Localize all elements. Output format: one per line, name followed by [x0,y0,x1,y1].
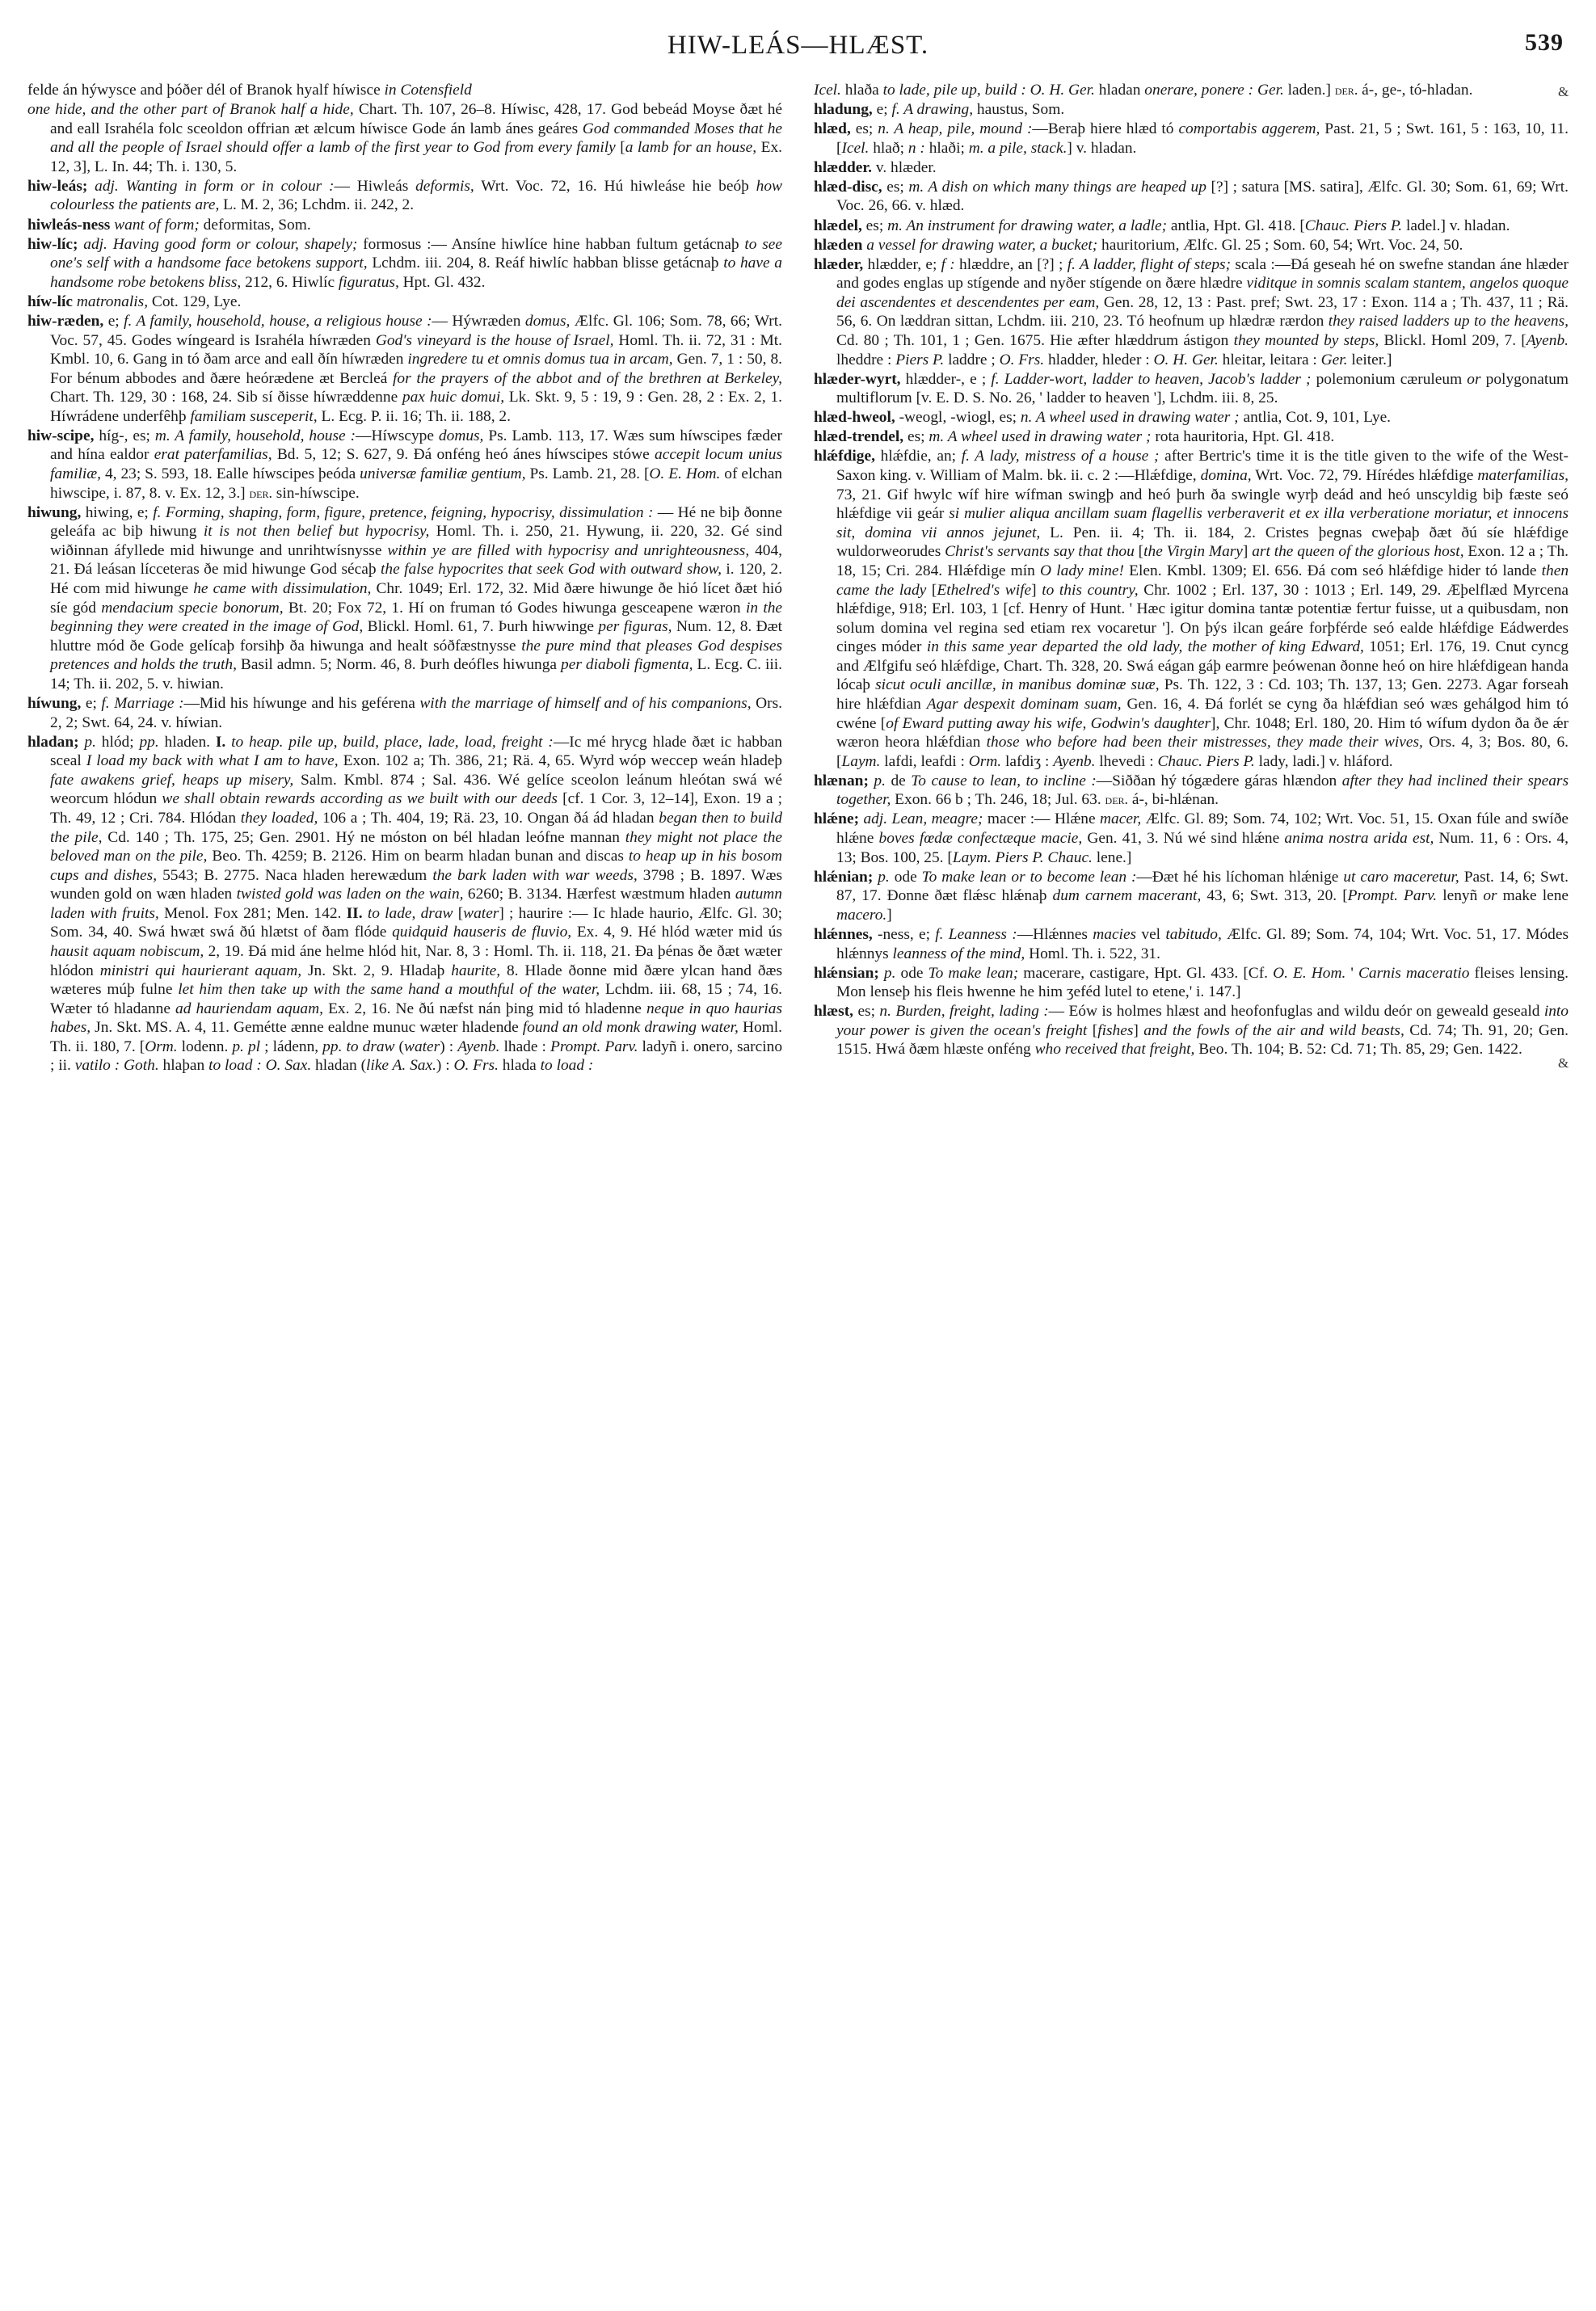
dictionary-entry: hlæder-wyrt, hlædder-, e ; f. Ladder-wort, ladder to heaven, Jacob's ladder ; polemonium cæruleum or polygonatum multiflorum [v. E. D. S. No. 26, ' ladder to heaven '], Lchdm. iii. 8, 25. [814,370,1569,407]
dictionary-entry: hlæst, es; n. Burden, freight, lading :— Eów is holmes hlæst and heofonfuglas and wildu deór on geweald geseald into your power is given the ocean's freight [fishes] and the fowls of the air and wild beasts, Cd. 74; Th. 91, 20; Gen. 1515. Hwá ðæm hlæste onféng who received that freight, Beo. Th. 104; B. 52: Cd. 71; Th. 85, 29; Gen. 1422. [814,1003,1569,1059]
dictionary-entry: hlædder. v. hlæder. [814,158,937,176]
column-marker-bottom: & [1558,1054,1569,1071]
dictionary-entry: hladung, e; f. A drawing, haustus, Som. [814,101,1065,119]
dictionary-entry: hlæden a vessel for drawing water, a bucket; hauritorium, Ælfc. Gl. 25 ; Som. 60, 54; Wrt. Voc. 24, 50. [814,236,1463,254]
right-column [796,81,1569,1059]
dictionary-entry: hlæder, hlædder, e; f : hlæddre, an [?] ; f. A ladder, flight of steps; scala :—Ðá geseah hé on swefne standan áne hlæder and godes englas up stígende and nyðer stígende on ðære hlædre viditque in somnis scalam stantem, angelos quoque dei ascendentes et descendentes per eam, Gen. 28, 12, 13 : Past. pref; Swt. 23, 17 : Exon. 114 a ; Th. 437, 11 ; Rä. 56, 6. On læddran sittan, Lchdm. iii. 210, 23. Tó heofnum up hlædræ rærdon they raised ladders up to the heavens, Cd. 80 ; Th. 101, 1 ; Gen. 1675. Hie æfter hlæddrum ástigon they mounted by steps, Blickl. Homl 209, 7. [Ayenb. lheddre : Piers P. laddre ; O. Frs. hladder, hleder : O. H. Ger. hleitar, leitara : Ger. leiter.] [814,255,1569,368]
dictionary-entry: hlǽnsian; p. ode To make lean; macerare, castigare, Hpt. Gl. 433. [Cf. O. E. Hom. ' Carnis maceratio fleises lensing. Mon lenseþ his fleis hwenne he him ʒeféd lutel to etene,' i. 147.] [814,964,1569,1001]
dictionary-entry: hiw-scipe, híg-, es; m. A family, household, house :—Híwscype domus, Ps. Lamb. 113, 17. Wæs sum híwscipes fæder and hína ealdor erat paterfamilias, Bd. 5, 12; S. 627, 9. Ðá onféng heó ánes híwscipes stówe accepit locum unius familiæ, 4, 23; S. 593, 18. Ealle híwscipes þeóda universæ familiæ gentium, Ps. Lamb. 21, 28. [O. E. Hom. of elchan hiwscipe, i. 87, 8. v. Ex. 12, 3.] der. sin-híwscipe. [27,427,783,502]
dictionary-entry: hiwung, hiwing, e; f. Forming, shaping, form, figure, pretence, feigning, hypocrisy, dissimulation : — Hé ne biþ ðonne geleáfa ac biþ hiwung it is not then belief but hypocrisy, Homl. Th. i. 250, 21. Hywung, ii. 220, 32. Gé sind wiðinnan áfyllede mid hiwunge and unrihtwísnysse within ye are filled with hypocrisy and unrighteousness, 404, 21. Ðá leásan lícceteras ðe mid hiwunge God sécaþ the false hypocrites that seek God with outward show, i. 120, 2. Hé com mid hiwunge he came with dissimulation, Chr. 1049; Erl. 172, 32. Mid ðære hiwunge ðe hió lícet ðæt hió síe gód mendacium specie bonorum, Bt. 20; Fox 72, 1. Hí on fruman tó Godes hiwunga gesceapene wæron in the beginning they were created in the image of God, Blickl. Homl. 61, 7. Þurh hiwwinge per figuras, Num. 12, 8. Ðæt hluttre mód ðe Gode gelícaþ forsihþ ða hiwunga and healt sóðfæstnysse the pure mind that pleases God despises pretences and holds the truth, Basil admn. 5; Norm. 46, 8. Þurh deófles hiwunga per diaboli figmenta, L. Ecg. C. iii. 14; Th. ii. 202, 5. v. hiwian. [27,503,783,692]
dictionary-entry: híw-líc matronalis, Cot. 129, Lye. [27,293,242,310]
page-header [27,27,1569,73]
dictionary-entry: hlǽne; adj. Lean, meagre; macer :— Hlǽne macer, Ælfc. Gl. 89; Som. 74, 102; Wrt. Voc. 51, 15. Oxan fúle and swíðe hlǽne boves fœdæ confectæque macie, Gen. 41, 3. Nú wé sind hlǽne anima nostra arida est, Num. 11, 6 : Ors. 4, 13; Bos. 100, 25. [Laym. Piers P. Chauc. lene.] [814,810,1569,866]
dictionary-entry: hlæd-hweol, -weogl, -wiogl, es; n. A wheel used in drawing water ; antlia, Cot. 9, 101, Lye. [814,409,1392,427]
dictionary-entry: one hide, and the other part of Branok half a hide, Chart. Th. 107, 26–8. Híwisc, 428, 17. God bebeád Moyse ðæt hé and eall Israhéla folc sceoldon offrian æt ælcum híwisce Gode án lamb ánes geáres God commanded Moses that he and all the people of Israel should offer a lamb of the first year to God from every family [a lamb for an house, Ex. 12, 3], L. In. 44; Th. i. 130, 5. [27,101,783,175]
page-title: HIW-LEÁS—HLÆST. [667,31,929,60]
dictionary-entry: hlædel, es; m. An instrument for drawing water, a ladle; antlia, Hpt. Gl. 418. [Chauc. Piers P. ladel.] v. hladan. [814,217,1510,234]
dictionary-entry: hiw-leás; adj. Wanting in form or in colour :— Hiwleás deformis, Wrt. Voc. 72, 16. Hú hiwleáse hie beóþ how colourless the patients are, L. M. 2, 36; Lchdm. ii. 242, 2. [27,177,782,214]
dictionary-entry: hlæd-disc, es; m. A dish on which many things are heaped up [?] ; satura [MS. satira], Ælfc. Gl. 30; Som. 61, 69; Wrt. Voc. 26, 66. v. hlæd. [814,178,1569,215]
dictionary-entry: hiwleás-ness want of form; deformitas, Som. [27,216,311,234]
dictionary-entry: hlæd-trendel, es; m. A wheel used in drawing water ; rota hauritoria, Hpt. Gl. 418. [814,428,1335,446]
dictionary-entry: Icel. hlaða to lade, pile up, build : O. H. Ger. hladan onerare, ponere : Ger. laden.] der. á-, ge-, tó-hladan. [814,82,1473,99]
dictionary-entry: hlǽnnes, -ness, e; f. Leanness :—Hlǽnnes macies vel tabitudo, Ælfc. Gl. 89; Som. 74, 104; Wrt. Voc. 51, 17. Módes hlǽnnys leanness of the mind, Homl. Th. i. 522, 31. [814,925,1569,962]
page-number: 539 [1525,29,1564,56]
dictionary-entry: híwung, e; f. Marriage :—Mid his híwunge and his geférena with the marriage of himself and of his companions, Ors. 2, 2; Swt. 64, 24. v. híwian. [27,695,782,731]
dictionary-entry: hiw-ræden, e; f. A family, household, house, a religious house :— Hýwræden domus, Ælfc. Gl. 106; Som. 78, 66; Wrt. Voc. 57, 45. Godes wíngeard is Israhéla híwræden God's vineyard is the house of Israel, Homl. Th. ii. 72, 31 : Mt. Kmbl. 10, 6. Gang in tó ðam arce and eall ðín híwræden ingredere tu et omnis domus tua in arcam, Gen. 7, 1 : 50, 8. For bénum abbodes and ðære heórædene æt Bercleá for the prayers of the abbot and of the brethren at Berkeley, Chart. Th. 129, 30 : 168, 24. Sib sí ðisse híwræddenne pax huic domui, Lk. Skt. 9, 5 : 19, 9 : Gen. 28, 2 : Ex. 2, 1. Híwrádene underfêhþ familiam susceperit, L. Ecg. P. ii. 16; Th. ii. 188, 2. [27,312,782,425]
two-column-body [27,81,1569,1076]
dictionary-entry: hlǽfdige, hlǽfdie, an; f. A lady, mistress of a house ; after Bertric's time it is the title given to the wife of the West-Saxon king. v. William of Malm. bk. ii. c. 2 :—Hlǽfdige, domina, Wrt. Voc. 72, 79. Hírédes hlǽfdige materfamilias, 73, 21. Gif hwylc wíf hire wífman swingþ and heó þurh ða swingle wyrþ deád and heó unscyldig biþ fæste seó hlǽfdige vii geár si mulier aliqua ancillam suam flagellis verberaverit et ex illa verberatione moriatur, et innocens sit, domina vii annos jejunet, L. Pen. ii. 4; Th. ii. 184, 2. Cristes þegnas cweþaþ ðæt ðú síe hlǽfdige wuldorweorudes Christ's servants say that thou [the Virgin Mary] art the queen of the glorious host, Exon. 12 a ; Th. 18, 15; Cri. 284. Hlǽfdige mín O lady mine! Elen. Kmbl. 1309; El. 656. Ðá com seó hlǽfdige hider tó lande then came the lady [Ethelred's wife] to this country, Chr. 1002 ; Erl. 137, 30 : 1013 ; Erl. 149, 29. Æþelflæd Myrcena hlǽfdige, 918; Erl. 103, 1 [cf. Henry of Hunt. ' Hæc igitur domina tantæ potentiæ fertur fuisse, ut a quibusdam, non solum domina vel regina sed etiam rex vocaretur ']. On þýs ilcan geáre forþférde seó ealde hlǽfdige Eádwerdes cinges móder in this same year departed the old lady, the mother of king Edward, 1051; Erl. 176, 19. Cnut cyncg and Ælfgifu seó hlǽfdige, Chart. Th. 328, 20. Swá eágan gáþ earmre þeówenan ðonne heó on hire hlǽfdigean handa lócaþ sicut oculi ancillæ, in manibus dominæ suæ, Ps. Th. 122, 3 : Cd. 103; Th. 137, 13; Gen. 2273. Agar forseah hire hlǽfdian Agar despexit dominam suam, Gen. 16, 4. Ðá forlét se cyng ða hlǽfdian seó wæs gehálgod him tó cwéne [of Eward putting away his wife, Godwin's daughter], Chr. 1048; Erl. 180, 20. Him tó wífum dydon ða ðe ǽr wæron heora hlǽfdian those who before had been their mistresses, they made their wives, Ors. 4, 3; Bos. 80, 6. [Laym. lafdi, leafdi : Orm. lafdiʒ : Ayenb. lhevedi : Chauc. Piers P. lady, ladi.] v. hláford. [814,448,1569,770]
dictionary-entry: hladan; p. hlód; pp. hladen. I. to heap. pile up, build, place, lade, load, freight :—Ic mé hrycg hlade ðæt ic habban sceal I load my back with what I am to have, Exon. 102 a; Th. 386, 21; Rä. 4, 65. Wyrd wóp weccep weán hladeþ fate awakens grief, heaps up misery, Salm. Kmbl. 874 ; Sal. 436. Wé gelíce sceolon leánum hleótan swá wé weorcum hlódun we shall obtain rewards according as we built with our deeds [cf. 1 Cor. 3, 12–14], Exon. 19 a ; Th. 49, 12 ; Cri. 784. Hlódan they loaded, 106 a ; Th. 404, 19; Rä. 23, 10. Ongan ðá ád hladan began then to build the pile, Cd. 140 ; Th. 175, 25; Gen. 2901. Hý ne móston on bél hladan leófne mannan they might not place the beloved man on the pile, Beo. Th. 4259; B. 2126. Him on bearm hladan bunan and discas to heap up in his bosom cups and dishes, 5543; B. 2775. Naca hladen herewædum the bark laden with war weeds, 3798 ; B. 1897. Wæs wunden gold on wæn hladen twisted gold was laden on the wain, 6260; B. 3134. Hærfest wæstmum hladen autumn laden with fruits, Menol. Fox 281; Men. 142. II. to lade, draw [water] ; haurire :— Ic hlade haurio, Ælfc. Gl. 30; Som. 34, 40. Swá hwæt swá ðú hlætst of ðam flóde quidquid hauseris de fluvio, Ex. 4, 9. Hé hlód wæter mid ús hausit aquam nobiscum, 2, 19. Ðá mid áne helme hlód hit, Nar. 8, 3 : Homl. Th. ii. 118, 21. Ða þénas ðe ðæt wæter hlódon ministri qui haurierant aquam, Jn. Skt. 2, 9. Hladaþ haurite, 8. Hlade ðonne mid ðære ylcan hand ðæs wæteres múþ fulne let him then take up with the same hand a mouthful of the water, Lchdm. iii. 68, 15 ; 74, 16. Wæter tó hladanne ad hauriendam aquam, Ex. 2, 16. Ne ðú næfst nán þing mid tó hladenne neque in quo haurias habes, Jn. Skt. MS. A. 4, 11. Gemétte ænne ealdne munuc wæter hladende found an old monk drawing water, Homl. Th. ii. 180, 7. [Orm. lodenn. p. pl ; ládenn, pp. to draw (water) : Ayenb. lhade : Prompt. Parv. ladyñ i. onero, sarcino ; ii. vatilo : Goth. hlaþan to load : O. Sax. hladan (like A. Sax.) : O. Frs. hlada to load : [27,733,783,1075]
dictionary-entry: felde án hýwysce and þóðer dél of Branok hyalf híwisce in Cotensfield [27,82,472,99]
dictionary-entry: hlǽnian; p. ode To make lean or to become lean :—Ðæt hé his líchoman hlǽnige ut caro maceretur, Past. 14, 6; Swt. 87, 17. Ðonne ðæt flǽsc hlǽnaþ dum carnem macerant, 43, 6; Swt. 313, 20. [Prompt. Parv. lenyñ or make lene macero.] [814,868,1569,924]
dictionary-entry: hlænan; p. de To cause to lean, to incline :—Siððan hý tógædere gáras hlændon after they had inclined their spears together, Exon. 66 b ; Th. 246, 18; Jul. 63. der. á-, bi-hlǽnan. [814,772,1569,809]
dictionary-entry: hiw-líc; adj. Having good form or colour, shapely; formosus :— Ansíne hiwlíce hine habban fultum getácnaþ to see one's self with a handsome face betokens support, Lchdm. iii. 204, 8. Reáf hiwlíc habban blisse getácnaþ to have a handsome robe betokens bliss, 212, 6. Hiwlíc figuratus, Hpt. Gl. 432. [27,235,783,291]
dictionary-entry: hlæd, es; n. A heap, pile, mound :—Beraþ hiere hlæd tó comportabis aggerem, Past. 21, 5 ; Swt. 161, 5 : 163, 10, 11. [Icel. hlað; n : hlaði; m. a pile, stack.] v. hladan. [814,120,1569,157]
left-column [27,81,794,1076]
column-marker-top: & [1558,84,1569,99]
